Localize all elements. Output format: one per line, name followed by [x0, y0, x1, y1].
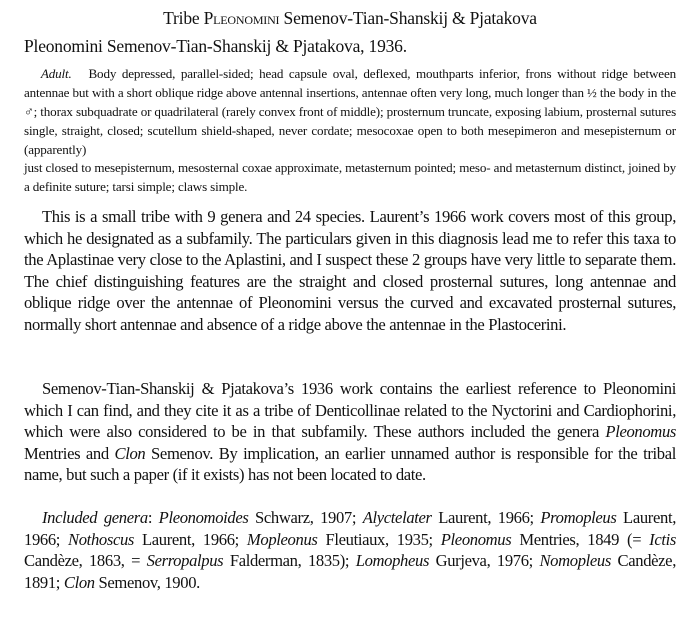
history-text-2: Mentries and [24, 443, 115, 463]
genus-name: Mopleonus [246, 529, 318, 549]
genus-authority: Laurent, 1966; [431, 508, 541, 527]
genus-authority: Falderman, 1835); [223, 551, 356, 570]
genus-authority: Schwarz, 1907; [248, 508, 363, 527]
genus-authority: Semenov, 1900. [94, 572, 200, 592]
tribe-citation: Pleonomini Semenov-Tian-Shanskij & Pjatakova, 1936. [24, 36, 407, 56]
genus-authority: Mentries, 1849 (= [511, 529, 650, 549]
included-genera-label: Included genera [42, 508, 148, 527]
heading-tribe-name: Pleonomini [203, 8, 280, 28]
paragraph-overview-text: This is a small tribe with 9 genera and 24 species. Laurent’s 1966 work covers most of this group, which he designated as a subfamily. The particulars given in this diagnosis lead me to refer this taxa to the Aplastinae very close to the Aplastini, and I suspect these 2 groups have very little to separate them. The chief distinguishing features are the straight and closed prosternal sutures, long antennae and oblique ridge over the antennae of Pleonomini versus the curved and excavated prosternal sutures, normally short antennae and absence of a ridge above the antennae in the Plastocerini. [24, 207, 676, 334]
diagnosis-label: Adult. [40, 66, 72, 81]
genus-name: Nomopleus [539, 551, 611, 570]
genus-name: Pleonomoides [158, 508, 249, 527]
paragraph-history [24, 378, 676, 486]
genus-name: Lomopheus [355, 551, 430, 570]
genus-authority: Fleutiaux, 1935; [317, 529, 441, 549]
genus-authority: Laurent, 1966; [24, 508, 677, 549]
genus-name: Clon [114, 443, 146, 463]
genus-authority: Candèze, 1863, = [24, 551, 147, 570]
tribe-heading [0, 8, 700, 29]
diagnosis-block-1 [24, 64, 676, 159]
history-text-1: Semenov-Tian-Shanskij & Pjatakova’s 1936 work contains the earliest reference to Pleonomini which I can find, and they cite it as a tribe of Denticollinae related to the Nyctorini and Cardiophorini, which were also considered to be in that subfamily. These authors included the genera [24, 379, 676, 441]
diagnosis-block-2 [24, 158, 676, 196]
heading-authors: Semenov-Tian-Shanskij & Pjatakova [279, 8, 537, 28]
paragraph-included-genera [24, 507, 676, 593]
genus-name: Clon [63, 572, 95, 592]
genus-name: Nothoscus [68, 529, 135, 549]
genus-authority: Candèze, 1891; [24, 551, 676, 592]
genus-name: Ictis [649, 529, 676, 549]
genus-name: Pleonomus [605, 422, 676, 441]
genus-name: Pleonomus [440, 529, 512, 549]
history-text-3: Semenov. By implication, an earlier unnamed author is responsible for the tribal name, but such a paper (if it exists) has not been located to date. [24, 443, 676, 484]
label-separator: : [147, 508, 159, 527]
genus-name: Promopleus [540, 508, 617, 527]
heading-prefix: Tribe [163, 8, 204, 28]
genus-name: Serropalpus [146, 551, 224, 570]
paragraph-overview [24, 206, 676, 335]
genus-authority: Laurent, 1966; [134, 529, 247, 549]
genus-authority: Gurjeva, 1976; [429, 551, 540, 570]
diagnosis-text-1: Body depressed, parallel-sided; head capsule oval, deflexed, mouthparts inferior, frons without ridge between antennae but with a short oblique ridge above antennal insertions, antennae often very long, much longer than ½ the body in the ♂; thorax subquadrate or quadrilateral (rarely convex front of middle); prosternum truncate, exposing labium, prosternal sutures single, straight, closed; scutellum shield-shaped, never cordate; mesocoxae open to both mesepimeron and mesepisternum or (apparently) [24, 66, 677, 157]
genus-name: Alyctelater [362, 508, 432, 527]
diagnosis-text-2: just closed to mesepisternum, mesosternal coxae approximate, metasternum pointed; meso- and metasternum distinct, joined by a definite suture; tarsi simple; claws simple. [24, 160, 676, 194]
